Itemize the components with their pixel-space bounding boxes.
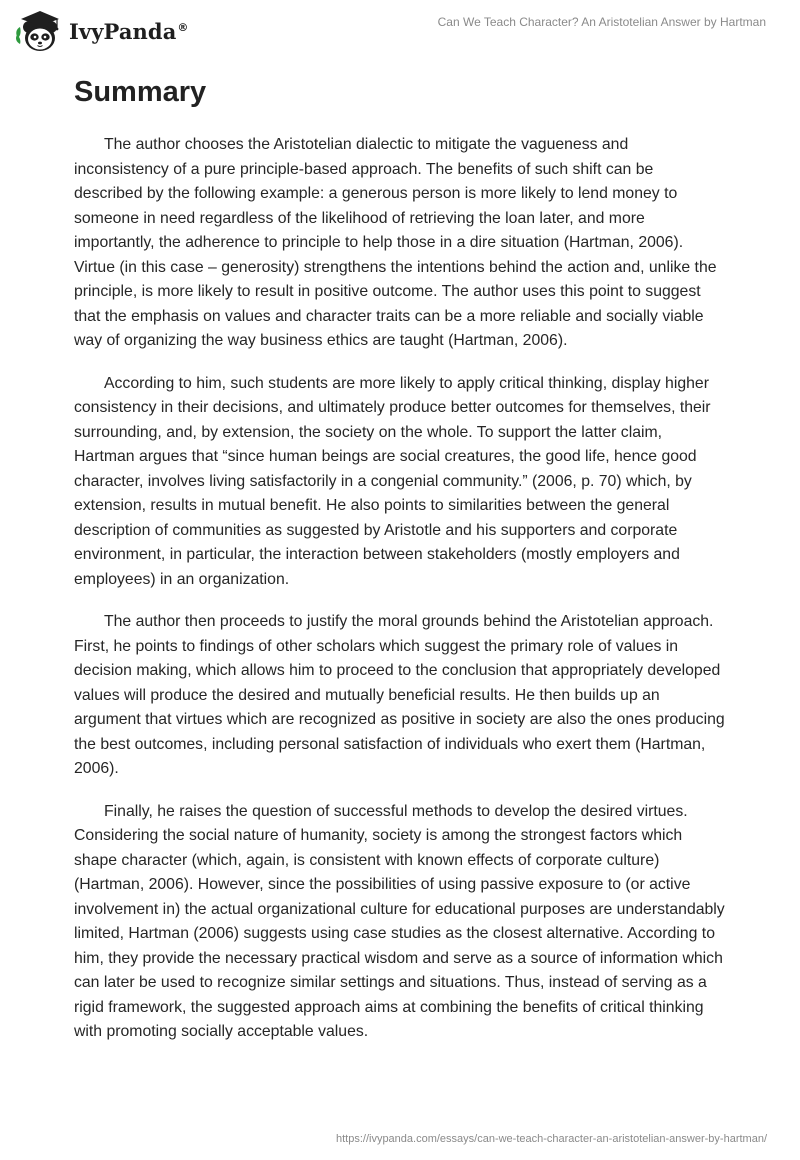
- registered-mark: ®: [177, 20, 189, 34]
- brand-logo[interactable]: [14, 8, 189, 54]
- paragraph-2: According to him, such students are more likely to apply critical thinking, display higher consistency in their decisions, and ultimately produce better outcomes for themselves, their surrounding, and, by extension, the society on the whole. To support the latter claim, Hartman argues that “since human beings are social creatures, the good life, hence good character, involves living satisfactorily in a congenial community.” (2006, p. 70) which, by extension, results in mutual benefit. He also points to similarities between the general description of communities as suggested by Aristotle and his supporters and corporate environment, in particular, the interaction between stakeholders (mostly employers and employees) in an organization.: [74, 374, 711, 588]
- paragraph-3: The author then proceeds to justify the moral grounds behind the Aristotelian approach. First, he points to findings of other scholars which suggest the primary role of values in decision making, which allows him to proceed to the conclusion that appropriately developed values will produce the desired and mutually beneficial results. He then builds up an argument that virtues which are recognized as positive in society are also the ones producing the best outcomes, including personal satisfaction of individuals who exert them (Hartman, 2006).: [74, 613, 725, 777]
- paragraph-1: The author chooses the Aristotelian dialectic to mitigate the vagueness and inconsistency of a pure principle-based approach. The benefits of such shift can be described by the following example: a generous person is more likely to lend money to someone in need regardless of the likelihood of retrieving the loan later, and more importantly, the adherence to principle to help those in a dire situation (Hartman, 2006). Virtue (in this case – generosity) strengthens the intentions behind the action and, unlike the principle, is more likely to result in positive outcome. The author uses this point to suggest that the emphasis on values and character traits can be a more reliable and socially viable way of organizing the way business ethics are taught (Hartman, 2006).: [74, 136, 717, 349]
- brand-name: IvyPanda®: [69, 18, 189, 44]
- panda-graduation-cap-icon: [14, 8, 64, 54]
- page-header: [0, 0, 800, 60]
- document-title: Can We Teach Character? An Aristotelian Answer by Hartman: [437, 15, 766, 29]
- source-url[interactable]: https://ivypanda.com/essays/can-we-teach-character-an-aristotelian-answer-by-hartman/: [335, 1133, 767, 1145]
- essay-content: [74, 72, 726, 1063]
- paragraph-4: Finally, he raises the question of successful methods to develop the desired virtues. Considering the social nature of humanity, society is among the strongest factors which shape character (which, again, is consistent with known effects of corporate culture) (Hartman, 2006). However, since the possibilities of using passive exposure to (or active involvement in) the actual organizational culture for educational purposes are understandably limited, Hartman (2006) suggests using case studies as the closest alternative. According to him, they provide the necessary practical wisdom and serve as a source of information which can later be used to recognize similar settings and situations. Thus, instead of serving as a rigid framework, the suggested approach aims at combining the benefits of critical thinking with promoting socially acceptable values.: [74, 802, 725, 1040]
- section-heading: Summary: [74, 76, 207, 108]
